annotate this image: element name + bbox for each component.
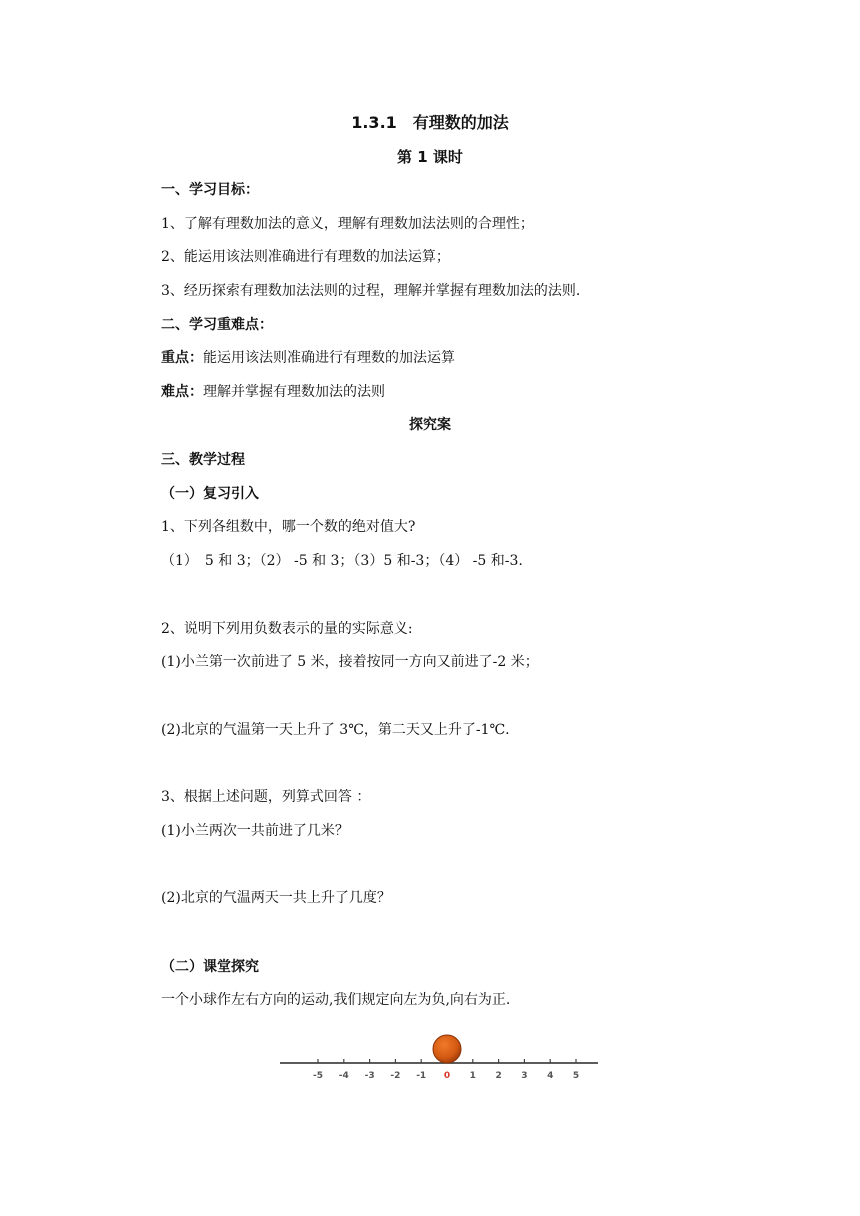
section1-heading: 一、学习目标： <box>161 182 259 198</box>
number-line-label: 0 <box>443 1071 451 1081</box>
number-line-label: -4 <box>338 1071 349 1081</box>
question-2-part2: (2)北京的气温第一天上升了 3℃，第二天又上升了-1℃. <box>161 722 510 738</box>
page-subtitle: 第 1 课时 <box>397 148 463 166</box>
number-line-label: -3 <box>364 1071 375 1081</box>
number-line-label: -5 <box>313 1071 323 1081</box>
explore-title: 探究案 <box>409 417 451 433</box>
page-title: 1.3.1 有理数的加法 <box>351 113 509 132</box>
number-line-label: -1 <box>416 1071 427 1081</box>
section2-heading: 二、学习重难点： <box>161 317 273 333</box>
part2-heading: （二）课堂探究 <box>161 959 259 975</box>
difficulty-text: 理解并掌握有理数加法的法则 <box>203 384 385 400</box>
ball-icon <box>433 1035 461 1063</box>
key-point <box>161 349 455 367</box>
number-line-label: 2 <box>495 1071 502 1081</box>
question-3-part1: (1)小兰两次一共前进了几米？ <box>161 823 349 839</box>
number-line-label: 4 <box>547 1071 554 1081</box>
key-point-text: 能运用该法则准确进行有理数的加法运算 <box>203 350 455 366</box>
objective-item: 2、能运用该法则准确进行有理数的加法运算； <box>161 249 450 265</box>
part1-heading: （一）复习引入 <box>161 486 259 502</box>
question-1: 1、下列各组数中，哪一个数的绝对值大? <box>161 519 416 535</box>
objective-item: 3、经历探索有理数加法法则的过程，理解并掌握有理数加法的法则. <box>161 283 581 299</box>
question-2-part1: (1)小兰第一次前进了 5 米，接着按同一方向又前进了-2 米； <box>161 654 539 670</box>
number-line-label: 3 <box>521 1071 528 1081</box>
number-line-label: 5 <box>572 1071 580 1081</box>
number-line-label: 1 <box>469 1071 476 1081</box>
question-2: 2、说明下列用负数表示的量的实际意义: <box>161 621 413 637</box>
number-line-label: -2 <box>390 1071 401 1081</box>
key-point-label: 重点： <box>161 350 203 366</box>
objective-item: 1、了解有理数加法的意义，理解有理数加法法则的合理性； <box>161 216 534 232</box>
question-3-part2: (2)北京的气温两天一共上升了几度？ <box>161 890 391 906</box>
difficulty-point <box>161 383 385 401</box>
number-line-figure <box>278 1032 602 1084</box>
section3-heading: 三、教学过程 <box>161 452 245 468</box>
part2-text: 一个小球作左右方向的运动,我们规定向左为负,向右为正. <box>161 992 511 1008</box>
question-3: 3、根据上述问题，列算式回答 ： <box>161 789 371 805</box>
question-1-options: （1） 5 和 3；（2） -5 和 3；（3）5 和-3；（4） -5 和-3. <box>161 553 523 569</box>
difficulty-label: 难点： <box>161 384 203 400</box>
